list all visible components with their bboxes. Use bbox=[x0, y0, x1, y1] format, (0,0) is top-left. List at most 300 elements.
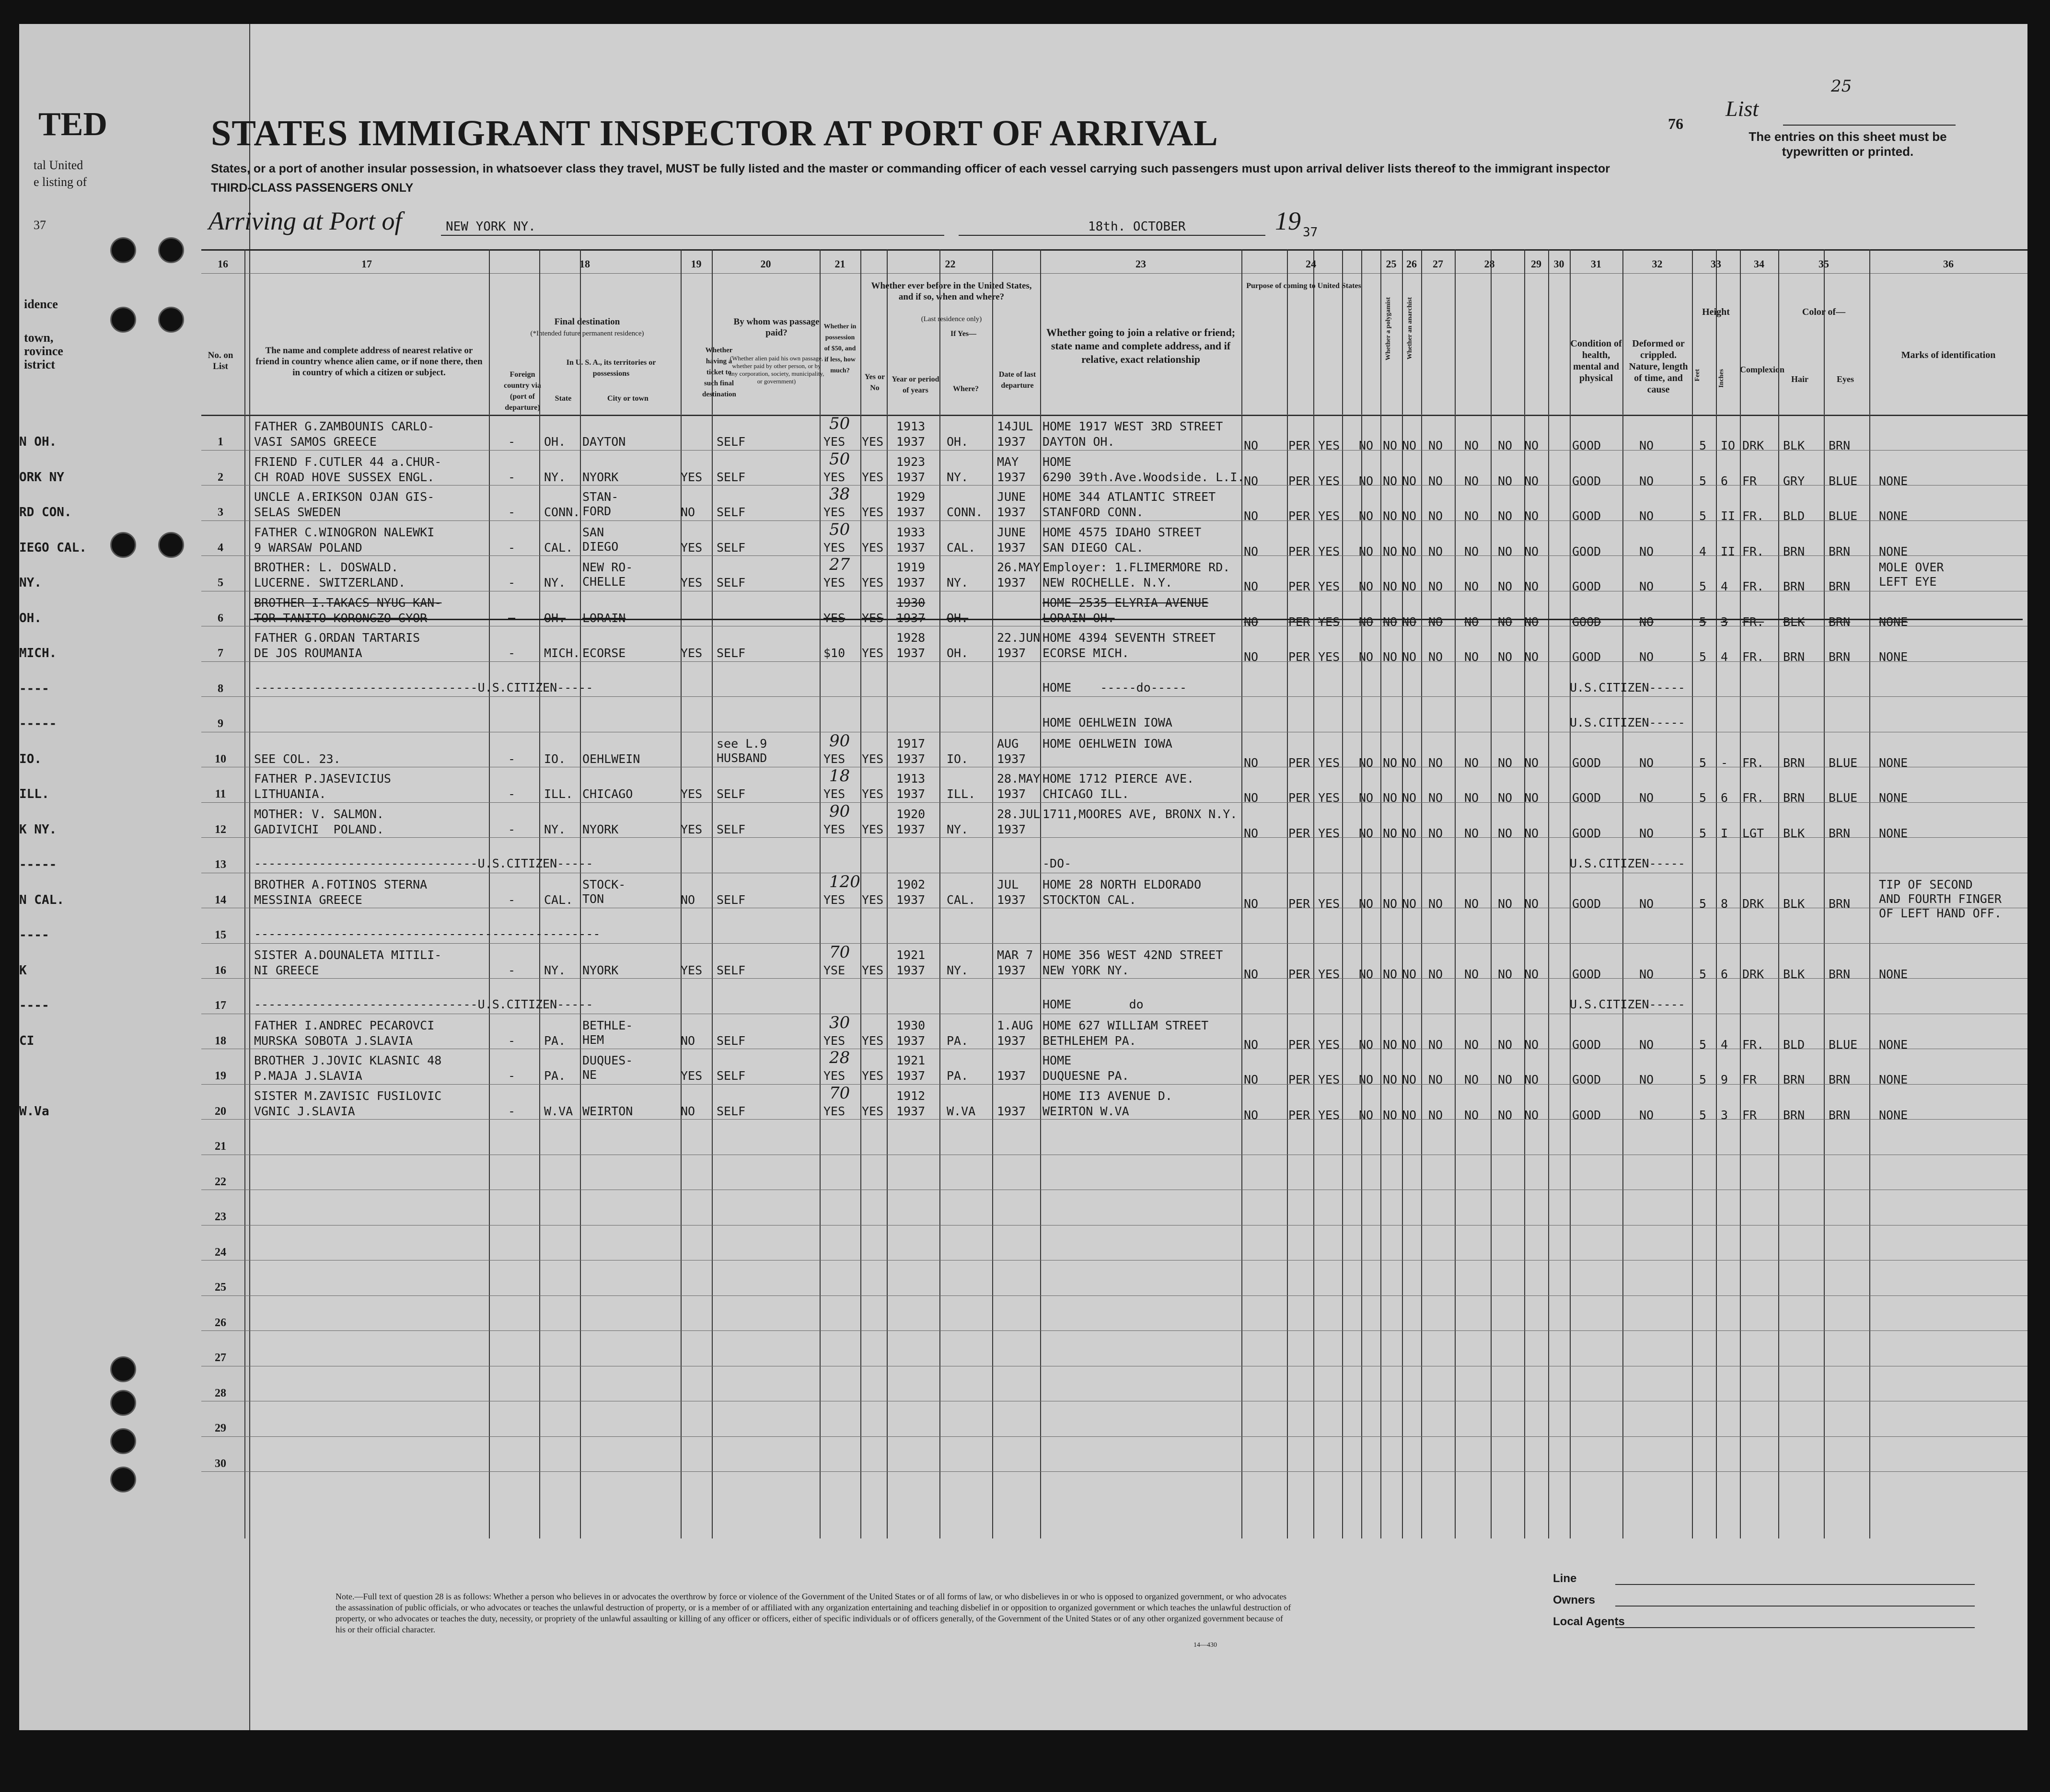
col-where-header: Where? bbox=[953, 385, 979, 393]
stub-line: 37 bbox=[34, 218, 46, 232]
cell-state: OH. bbox=[544, 435, 566, 449]
cell-rel2: MESSINIA GREECE bbox=[254, 892, 362, 907]
column-rule bbox=[1716, 249, 1717, 1538]
cell-marks: NONE bbox=[1879, 1037, 1908, 1052]
cell-hw: 90 bbox=[829, 731, 850, 751]
cell-join2: 6290 39th.Ave.Woodside. L.I. bbox=[1042, 470, 1245, 484]
cell-where: CAL. bbox=[947, 540, 976, 555]
cell-c28: NO bbox=[1428, 579, 1443, 593]
cell-c27: NO bbox=[1402, 1073, 1417, 1087]
stub-residence: RD CON. bbox=[19, 505, 72, 520]
cell-money: YES bbox=[823, 540, 845, 555]
cell-where: OH. bbox=[947, 611, 969, 625]
column-rule bbox=[489, 249, 490, 1538]
cell-state: PA. bbox=[544, 1033, 566, 1048]
cell-years2: 1937 bbox=[896, 576, 926, 590]
stub-line: tal United bbox=[34, 158, 83, 172]
col-height-header: Height bbox=[1702, 307, 1730, 317]
cell-c31: NO bbox=[1524, 755, 1539, 770]
cell-money: YES bbox=[823, 892, 845, 907]
punch-hole bbox=[110, 307, 136, 333]
col-state-header: State bbox=[555, 394, 572, 403]
cell-compl: FR. bbox=[1742, 755, 1764, 770]
column-rule bbox=[1380, 249, 1381, 1538]
col-inches-header: Inches bbox=[1718, 369, 1725, 388]
cell-inches: I bbox=[1721, 826, 1728, 840]
cell-city: NYORK bbox=[582, 963, 619, 977]
agent-line-label: Line bbox=[1553, 1572, 1577, 1585]
cell-years1: 1919 bbox=[896, 560, 926, 574]
cell-health: GOOD bbox=[1572, 1073, 1601, 1087]
cell-c24c: YES bbox=[1318, 896, 1340, 911]
cell-paid: SELF bbox=[717, 540, 746, 555]
cell-join2: STOCKTON CAL. bbox=[1042, 892, 1136, 907]
cell-c24b: PER bbox=[1288, 474, 1310, 488]
cell-paid: SELF bbox=[717, 576, 746, 590]
cell-yn: YES bbox=[862, 963, 884, 977]
cell-join2: NEW ROCHELLE. N.Y. bbox=[1042, 576, 1172, 590]
cell-dep1: 14JUL bbox=[997, 419, 1033, 433]
cell-c31: NO bbox=[1524, 1037, 1539, 1052]
arriving-label: Arriving at Port of bbox=[208, 207, 402, 235]
column-rule bbox=[887, 249, 888, 1538]
cell-where: NY. bbox=[947, 470, 969, 484]
cell-c24b: PER bbox=[1288, 439, 1310, 452]
citizen-mid: HOME OEHLWEIN IOWA bbox=[1042, 716, 1172, 729]
cell-join1: HOME bbox=[1042, 1053, 1072, 1067]
column-number: 31 bbox=[1591, 258, 1601, 270]
row-rule bbox=[201, 696, 2027, 697]
col-money-header: Whether in possession of $50, and if less, how much? bbox=[823, 323, 857, 374]
cell-years2: 1937 bbox=[896, 1104, 926, 1118]
cell-city: OEHLWEIN bbox=[582, 751, 640, 766]
cell-marks: NONE bbox=[1879, 755, 1908, 770]
cell-c26: NO bbox=[1383, 439, 1398, 452]
citizen-right: U.S.CITIZEN----- bbox=[1570, 856, 1685, 870]
cell-dep2: 1937 bbox=[997, 1033, 1026, 1048]
cell-compl: FR. bbox=[1742, 1037, 1764, 1052]
column-rule bbox=[1778, 249, 1779, 1538]
cell-city: NEW RO- CHELLE bbox=[582, 560, 633, 589]
punch-hole bbox=[110, 1390, 136, 1416]
cell-inches: 9 bbox=[1721, 1073, 1728, 1087]
cell-yn: YES bbox=[862, 1069, 884, 1083]
year-prefix: 19 bbox=[1275, 207, 1301, 235]
cell-eyes: BLUE bbox=[1829, 474, 1858, 488]
cell-c24: NO bbox=[1244, 439, 1259, 452]
cell-rel2: 9 WARSAW POLAND bbox=[254, 540, 362, 555]
col-usa-header: In U. S. A., its territories or possessions bbox=[566, 358, 656, 378]
cell-rel1: FRIEND F.CUTLER 44 a.CHUR- bbox=[254, 454, 442, 469]
cell-inches: 4 bbox=[1721, 1037, 1728, 1052]
cell-money: YES bbox=[823, 787, 845, 801]
stub-residence: ---- bbox=[19, 998, 49, 1013]
cell-compl: DRK bbox=[1742, 967, 1764, 981]
cell-c28: NO bbox=[1428, 544, 1443, 558]
cell-paid: SELF bbox=[717, 505, 746, 519]
cell-c28: NO bbox=[1428, 650, 1443, 664]
cell-c24b: PER bbox=[1288, 544, 1310, 558]
cell-c29: NO bbox=[1464, 755, 1479, 770]
cell-where: NY. bbox=[947, 963, 969, 977]
cell-deformed: NO bbox=[1639, 614, 1654, 629]
column-rule bbox=[820, 249, 821, 1538]
cell-eyes: BLUE bbox=[1829, 755, 1858, 770]
cell-c30: NO bbox=[1498, 896, 1513, 911]
column-rule bbox=[1313, 249, 1314, 1538]
stub-residence: ----- bbox=[19, 857, 57, 872]
cell-deformed: NO bbox=[1639, 791, 1654, 805]
col-anarchist-header: Whether an anarchist bbox=[1406, 297, 1413, 360]
cell-yn: YES bbox=[862, 505, 884, 519]
stub-residence: ILL. bbox=[19, 787, 49, 801]
column-number: 29 bbox=[1531, 258, 1541, 270]
cell-rel2: VASI SAMOS GREECE bbox=[254, 435, 377, 449]
cell-c27: NO bbox=[1402, 474, 1417, 488]
cell-c28: NO bbox=[1428, 896, 1443, 911]
cell-c26: NO bbox=[1383, 509, 1398, 523]
cell-years1: 1920 bbox=[896, 807, 926, 821]
cell-inches: 6 bbox=[1721, 791, 1728, 805]
cell-deformed: NO bbox=[1639, 439, 1654, 452]
cell-dep2: 1937 bbox=[997, 892, 1026, 907]
column-number: 32 bbox=[1652, 258, 1663, 270]
cell-c24c: YES bbox=[1318, 1037, 1340, 1052]
row-number: 25 bbox=[215, 1281, 226, 1294]
cell-rel1: BROTHER J.JOVIC KLASNIC 48 bbox=[254, 1053, 442, 1067]
cell-rel2: LUCERNE. SWITZERLAND. bbox=[254, 576, 406, 590]
cell-money: YES bbox=[823, 435, 845, 449]
cell-join2: BETHLEHEM PA. bbox=[1042, 1033, 1136, 1048]
cell-eyes: BRN bbox=[1829, 1108, 1851, 1122]
column-number: 23 bbox=[1135, 258, 1146, 270]
cell-eyes: BRN bbox=[1829, 579, 1851, 593]
cell-paid: SELF bbox=[717, 963, 746, 977]
cell-compl: DRK bbox=[1742, 896, 1764, 911]
cell-health: GOOD bbox=[1572, 896, 1601, 911]
cell-join1: HOME 344 ATLANTIC STREET bbox=[1042, 490, 1216, 504]
cell-compl: FR. bbox=[1742, 614, 1764, 629]
col-feet-header: Feet bbox=[1694, 369, 1701, 382]
cell-c24: NO bbox=[1244, 826, 1259, 840]
column-number: 26 bbox=[1406, 258, 1417, 270]
cell-health: GOOD bbox=[1572, 1108, 1601, 1122]
cell-c29: NO bbox=[1464, 544, 1479, 558]
cell-rel1: SISTER M.ZAVISIC FUSILOVIC bbox=[254, 1088, 442, 1103]
cell-c25: NO bbox=[1359, 579, 1374, 593]
cell-c24: NO bbox=[1244, 1108, 1259, 1122]
row-number: 29 bbox=[215, 1422, 226, 1434]
row-number: 4 bbox=[218, 541, 223, 554]
cell-feet: 5 bbox=[1699, 791, 1707, 805]
agent-owners-label: Owners bbox=[1553, 1594, 1596, 1607]
stub-residence: ---- bbox=[19, 928, 49, 942]
row-number: 12 bbox=[215, 823, 226, 836]
row-number: 18 bbox=[215, 1034, 226, 1047]
cell-c28: NO bbox=[1428, 755, 1443, 770]
column-number: 20 bbox=[760, 258, 771, 270]
cell-years2: 1937 bbox=[896, 611, 926, 625]
row-number: 27 bbox=[215, 1352, 226, 1364]
column-number: 27 bbox=[1433, 258, 1443, 270]
col-city-header: City or town bbox=[607, 394, 649, 403]
column-rule bbox=[539, 249, 540, 1538]
cell-dep1: 22.JUN bbox=[997, 631, 1041, 645]
cell-hair: BLK bbox=[1783, 826, 1805, 840]
cell-paid: SELF bbox=[717, 787, 746, 801]
column-number: 25 bbox=[1386, 258, 1397, 270]
cell-c27: NO bbox=[1402, 896, 1417, 911]
cell-deformed: NO bbox=[1639, 1073, 1654, 1087]
cell-c31: NO bbox=[1524, 1108, 1539, 1122]
cell-where: CONN. bbox=[947, 505, 983, 519]
cell-hw: 27 bbox=[829, 555, 850, 574]
cell-c27: NO bbox=[1402, 755, 1417, 770]
cell-marks: NONE bbox=[1879, 614, 1908, 629]
cell-paid: SELF bbox=[717, 822, 746, 836]
cell-city: STOCK- TON bbox=[582, 877, 626, 906]
cell-state: NY. bbox=[544, 470, 566, 484]
row-number: 16 bbox=[215, 964, 226, 977]
cell-inches: II bbox=[1721, 509, 1736, 523]
cell-c29: NO bbox=[1464, 650, 1479, 664]
cell-via: - bbox=[508, 611, 516, 625]
cell-dep2: 1937 bbox=[997, 505, 1026, 519]
col-deformed-header: Deformed or crippled. Nature, length of time, and cause bbox=[1629, 338, 1688, 395]
cell-rel2: LITHUANIA. bbox=[254, 787, 326, 801]
col-joining-header: Whether going to join a relative or friend; state name and complete address, and if relative, exact relationship bbox=[1046, 326, 1236, 365]
citizen-left: -------------------------------U.S.CITIZEN----- bbox=[254, 856, 593, 870]
cell-via: - bbox=[508, 787, 516, 801]
row-number: 22 bbox=[215, 1175, 226, 1188]
column-number: 21 bbox=[834, 258, 845, 270]
cell-rel1: FATHER I.ANDREC PECAROVCI bbox=[254, 1018, 435, 1032]
cell-where: W.VA bbox=[947, 1104, 976, 1118]
row-number: 14 bbox=[215, 893, 226, 906]
column-rule bbox=[1740, 249, 1741, 1538]
cell-years1: 1930 bbox=[896, 595, 926, 610]
column-number: 28 bbox=[1484, 258, 1495, 270]
cell-eyes: BRN bbox=[1829, 1073, 1851, 1087]
cell-hair: BRN bbox=[1783, 544, 1805, 558]
stub-residence: ORK NY bbox=[19, 470, 64, 485]
cell-years1: 1930 bbox=[896, 1018, 926, 1032]
port-value: NEW YORK NY. bbox=[446, 220, 536, 234]
cell-rel1: BROTHER A.FOTINOS STERNA bbox=[254, 877, 428, 891]
cell-c24c: YES bbox=[1318, 509, 1340, 523]
cell-feet: 5 bbox=[1699, 1037, 1707, 1052]
cell-c30: NO bbox=[1498, 509, 1513, 523]
list-number: 25 bbox=[1831, 77, 1852, 96]
cell-paid: see L.9 HUSBAND bbox=[717, 736, 767, 765]
cell-c27: NO bbox=[1402, 967, 1417, 981]
cell-c24: NO bbox=[1244, 1073, 1259, 1087]
row-number: 19 bbox=[215, 1070, 226, 1082]
col-foreign-header: Foreign country via (port of departure) bbox=[504, 370, 541, 412]
cell-dep2: 1937 bbox=[997, 470, 1026, 484]
cell-rel2: VGNIC J.SLAVIA bbox=[254, 1104, 355, 1118]
cell-via: - bbox=[508, 540, 516, 555]
cell-c24c: YES bbox=[1318, 826, 1340, 840]
cell-c27: NO bbox=[1402, 544, 1417, 558]
cell-c28: NO bbox=[1428, 509, 1443, 523]
form-subtitle: States, or a port of another insular possession, in whatsoever class they travel, MUST be fully listed and the master or commanding officer of each vessel carrying such passengers must upon arrival deliver lists thereof to the immigrant inspector bbox=[211, 162, 1610, 175]
cell-hair: BRN bbox=[1783, 579, 1805, 593]
colnum-rule bbox=[201, 273, 2027, 274]
column-rule bbox=[1241, 249, 1242, 1538]
cell-c26: NO bbox=[1383, 755, 1398, 770]
cell-c25: NO bbox=[1359, 1073, 1374, 1087]
cell-join1: HOME 356 WEST 42ND STREET bbox=[1042, 948, 1223, 962]
cell-city: STAN- FORD bbox=[582, 490, 619, 518]
cell-c27: NO bbox=[1402, 791, 1417, 805]
cell-dep2: 1937 bbox=[997, 787, 1026, 801]
row-number: 23 bbox=[215, 1211, 226, 1223]
citizen-mid: HOME do bbox=[1042, 997, 1144, 1011]
cell-health: GOOD bbox=[1572, 650, 1601, 664]
cell-marks: MOLE OVER LEFT EYE bbox=[1879, 560, 1944, 589]
cell-c24c: YES bbox=[1318, 967, 1340, 981]
cell-rel2: P.MAJA J.SLAVIA bbox=[254, 1069, 362, 1083]
col-destination-note: (*Intended future permanent residence) bbox=[530, 330, 644, 337]
cell-via: - bbox=[508, 1069, 516, 1083]
cell-rel1: FATHER G.ZAMBOUNIS CARLO- bbox=[254, 419, 435, 433]
cell-dep2: 1937 bbox=[997, 646, 1026, 660]
cell-c24: NO bbox=[1244, 579, 1259, 593]
footnote-code: 14—430 bbox=[1193, 1642, 1217, 1649]
col-year-header: Year or period of years bbox=[892, 375, 939, 394]
cell-c29: NO bbox=[1464, 579, 1479, 593]
column-rule bbox=[580, 249, 581, 1538]
column-number: 30 bbox=[1553, 258, 1564, 270]
cell-hw: 28 bbox=[829, 1048, 850, 1067]
cell-money: YES bbox=[823, 751, 845, 766]
cell-c25: NO bbox=[1359, 439, 1374, 452]
cell-hw: 50 bbox=[829, 449, 850, 469]
cell-inches: 4 bbox=[1721, 579, 1728, 593]
cell-c27: NO bbox=[1402, 1037, 1417, 1052]
cell-state: NY. bbox=[544, 963, 566, 977]
col-relative-header: The name and complete address of nearest relative or friend in country whence alien came, or if none there, then in country of which a citizen or subject. bbox=[255, 346, 483, 378]
cell-c29: NO bbox=[1464, 967, 1479, 981]
col-condition-header: Condition of health, mental and physical bbox=[1570, 338, 1622, 383]
cell-c24c: YES bbox=[1318, 579, 1340, 593]
col-complexion-header: Complexion bbox=[1740, 365, 1785, 374]
cell-hair: BLD bbox=[1783, 1037, 1805, 1052]
cell-money: YES bbox=[823, 611, 845, 625]
cell-deformed: NO bbox=[1639, 509, 1654, 523]
cell-money: YES bbox=[823, 576, 845, 590]
cell-c30: NO bbox=[1498, 439, 1513, 452]
column-rule bbox=[1342, 249, 1343, 1538]
stub-residence: CI bbox=[19, 1033, 35, 1048]
row-number: 26 bbox=[215, 1316, 226, 1329]
cell-rel1: UNCLE A.ERIKSON OJAN GIS- bbox=[254, 490, 435, 504]
cell-city: WEIRTON bbox=[582, 1104, 633, 1118]
cell-c24c: YES bbox=[1318, 791, 1340, 805]
col-ifyes-header: If Yes— bbox=[950, 330, 977, 338]
cell-c24c: YES bbox=[1318, 474, 1340, 488]
manifest-sheet bbox=[19, 24, 2027, 1730]
cell-state: ILL. bbox=[544, 787, 573, 801]
cell-c24: NO bbox=[1244, 755, 1259, 770]
cell-c28: NO bbox=[1428, 826, 1443, 840]
cell-eyes: BRN bbox=[1829, 650, 1851, 664]
row-number: 11 bbox=[215, 788, 226, 800]
cell-c30: NO bbox=[1498, 791, 1513, 805]
cell-eyes: BRN bbox=[1829, 544, 1851, 558]
stub-residence: W.Va bbox=[19, 1104, 49, 1119]
cell-years2: 1937 bbox=[896, 470, 926, 484]
cell-c25: NO bbox=[1359, 755, 1374, 770]
cell-join2: STANFORD CONN. bbox=[1042, 505, 1144, 519]
column-number: 36 bbox=[1943, 258, 1954, 270]
cell-c30: NO bbox=[1498, 826, 1513, 840]
cell-join2: ECORSE MICH. bbox=[1042, 646, 1129, 660]
year-suffix: 37 bbox=[1303, 225, 1318, 240]
cell-ticket: YES bbox=[681, 576, 703, 590]
column-number: 22 bbox=[945, 258, 956, 270]
cell-join1: HOME 627 WILLIAM STREET bbox=[1042, 1018, 1209, 1032]
cell-yn: YES bbox=[862, 435, 884, 449]
cell-c31: NO bbox=[1524, 474, 1539, 488]
cell-ticket: YES bbox=[681, 540, 703, 555]
cell-c24: NO bbox=[1244, 650, 1259, 664]
cell-feet: 5 bbox=[1699, 755, 1707, 770]
cell-c26: NO bbox=[1383, 474, 1398, 488]
stub-residence: N OH. bbox=[19, 435, 57, 449]
cell-c25: NO bbox=[1359, 1037, 1374, 1052]
cell-marks: NONE bbox=[1879, 791, 1908, 805]
cell-ticket: YES bbox=[681, 822, 703, 836]
form-title: STATES IMMIGRANT INSPECTOR AT PORT OF ARRIVAL bbox=[211, 113, 1218, 153]
cell-c26: NO bbox=[1383, 826, 1398, 840]
cell-via: - bbox=[508, 576, 516, 590]
cell-deformed: NO bbox=[1639, 755, 1654, 770]
row-number: 13 bbox=[215, 858, 226, 871]
col-color-header: Color of— bbox=[1802, 307, 1846, 317]
cell-ticket: YES bbox=[681, 470, 703, 484]
stub-residence: IEGO CAL. bbox=[19, 540, 87, 555]
cell-years1: 1929 bbox=[896, 490, 926, 504]
cell-where: PA. bbox=[947, 1069, 969, 1083]
cell-rel1: FATHER G.ORDAN TARTARIS bbox=[254, 631, 420, 645]
table-top-rule bbox=[201, 249, 2027, 251]
cell-feet: 5 bbox=[1699, 967, 1707, 981]
cell-join2: WEIRTON W.VA bbox=[1042, 1104, 1129, 1118]
cell-dep1: JUL bbox=[997, 877, 1019, 891]
cell-join2: CHICAGO ILL. bbox=[1042, 787, 1129, 801]
cell-inches: 4 bbox=[1721, 650, 1728, 664]
cell-years2: 1937 bbox=[896, 751, 926, 766]
cell-where: OH. bbox=[947, 435, 969, 449]
cell-c25: NO bbox=[1359, 474, 1374, 488]
cell-c24b: PER bbox=[1288, 1108, 1310, 1122]
cell-c29: NO bbox=[1464, 614, 1479, 629]
cell-dep2: 1937 bbox=[997, 435, 1026, 449]
cell-c25: NO bbox=[1359, 1108, 1374, 1122]
cell-city: BETHLE- HEM bbox=[582, 1018, 633, 1047]
stub-residence: ---- bbox=[19, 681, 49, 696]
cell-c26: NO bbox=[1383, 614, 1398, 629]
cell-health: GOOD bbox=[1572, 791, 1601, 805]
cell-eyes: BRN bbox=[1829, 614, 1851, 629]
cell-compl: FR. bbox=[1742, 579, 1764, 593]
row-number: 15 bbox=[215, 929, 226, 941]
cell-state: IO. bbox=[544, 751, 566, 766]
cell-inches: 3 bbox=[1721, 1108, 1728, 1122]
col-paid-header: By whom was passage paid? bbox=[733, 317, 820, 338]
